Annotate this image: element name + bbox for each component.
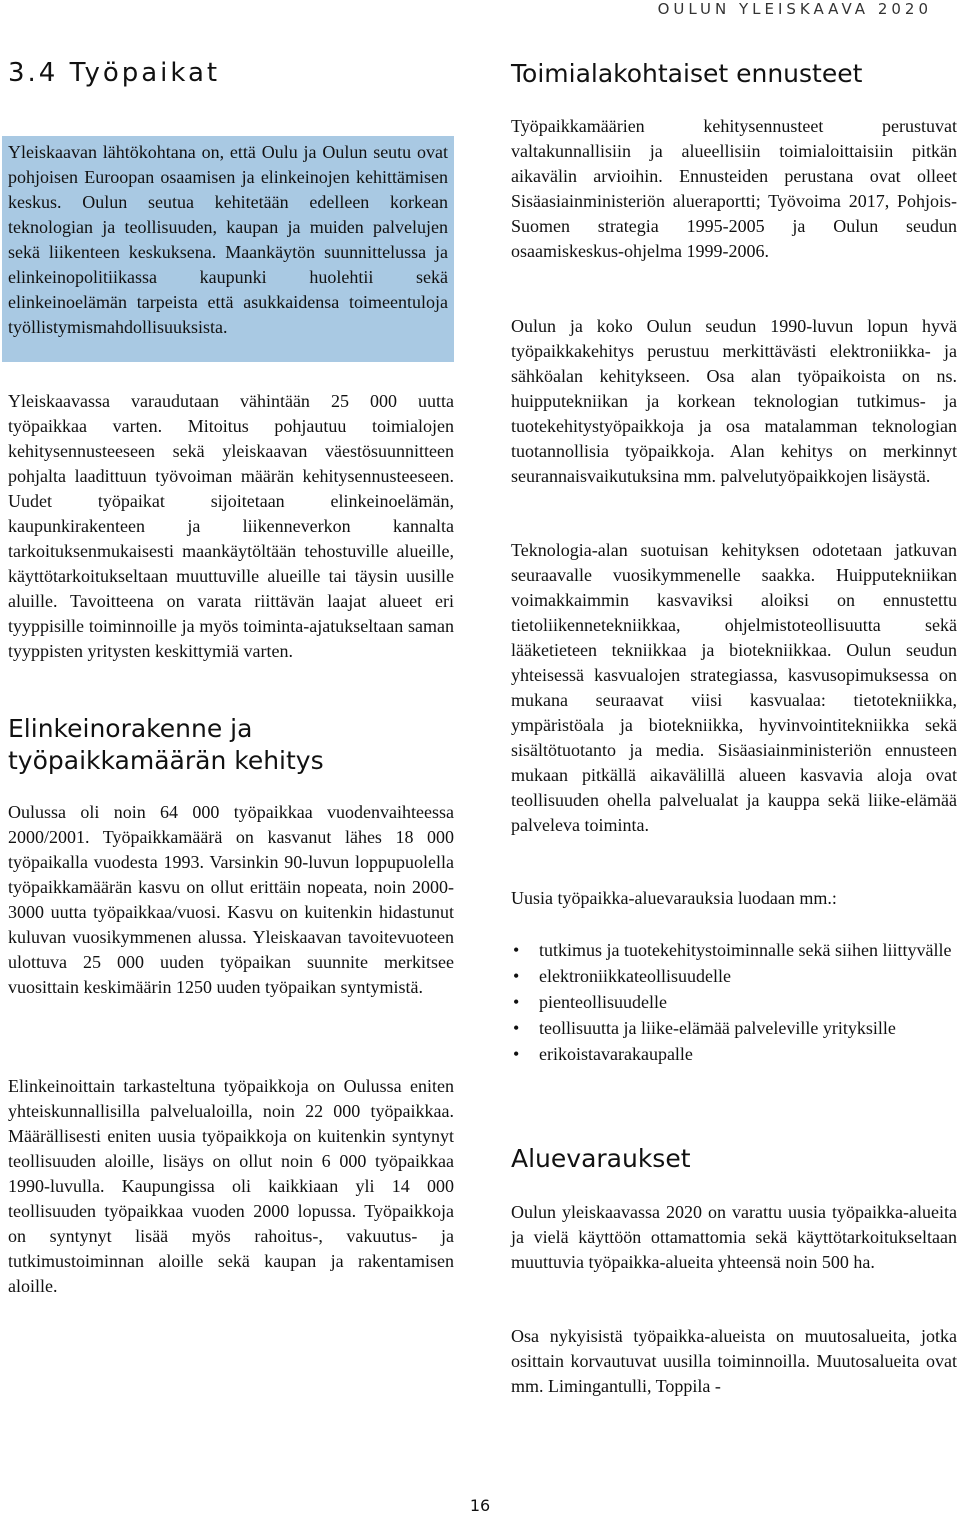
right-paragraph-1: Työpaikkamäärien kehitysennusteet perustuvat valtakunnallisiin ja alueellisiin toimialoittaisiin pitkän aikavälin arvioihin. Ennusteiden perustana ovat olleet Sisäasiainministeriön alueraportti; Työvoima 2017, Pohjois-Suomen strategia 1995-2005 ja Oulun seudun osaamiskeskus-ohjelma 1999-2006. — [511, 116, 957, 261]
list-item: • elektroniikkateollisuudelle — [511, 964, 957, 989]
right-paragraph-6: Osa nykyisistä työpaikka-alueista on muutosalueita, jotka osittain korvautuvat uusilla toiminnoilla. Muutosalueita ovat mm. Limingantulli, Toppila - — [511, 1326, 957, 1396]
left-paragraph-3: Elinkeinoittain tarkasteltuna työpaikkoja on Oulussa eniten yhteiskunnallisilla palvelualoilla, noin 22 000 työpaikkaa. Määrällisesti eniten uusia työpaikkoja on kuitenkin syntynyt teollisuuden aloille, lisäys on ollut noin 6 000 työpaikkaa 1990-luvulla. Kaupungissa oli kaikkiaan yli 14 000 teollisuuden työpaikkaa vuoden 2000 lopussa. Työpaikkoja on syntynyt lisää myös rahoitus-, vakuutus- ja tutkimustoiminnan aloille sekä kaupan ja rakentamisen aloille. — [8, 1076, 454, 1296]
right-paragraph-2: Oulun ja koko Oulun seudun 1990-luvun lopun hyvä työpaikkakehitys perustuu merkittävästi elektroniikka- ja sähköalan kehitykseen. Osa alan työpaikoista on ns. huipputekniikan ja korkean teknologian tutkimus- ja tuotekehitystyöpaikkoja ja osa matalamman teknologian tuotannollisia työpaikkoja. Alan kehitys on merkinnyt seurannaisvaikutuksina mm. palvelutyöpaikkojen lisäystä. — [511, 316, 957, 486]
left-paragraph-2: Oulussa oli noin 64 000 työpaikkaa vuodenvaihteessa 2000/2001. Työpaikkamäärä on kasvanut lähes 18 000 työpaikalla vuodesta 1993. Varsinkin 90-luvun loppupuolella työpaikkamäärän kasvu on ollut erittäin nopeata, noin 2000-3000 uutta työpaikkaa/vuosi. Kasvu on kuitenkin hidastunut kuluvan vuosikymmenen alussa. Yleiskaavan tavoitevuoteen ulottuva 25 000 uuden työpaikan suunnite merkitsee vuosittain keskimäärin 1250 uuden työpaikan syntymistä. — [8, 802, 454, 997]
list-item: • pienteollisuudelle — [511, 990, 957, 1015]
workplace-area-list — [511, 938, 957, 1068]
list-item: • tutkimus ja tuotekehitystoiminnalle sekä siihen liittyvälle — [511, 938, 957, 963]
intro-paragraph: Yleiskaavan lähtökohtana on, että Oulu ja Oulun seutu ovat pohjoisen Euroopan osaamisen ja elinkeinojen kehittämisen keskus. Oulun seutua kehitetään edelleen korkean teknologian ja teollisuuden, kaupan ja muiden palvelujen sekä liikenteen keskuksena. Maankäytön suunnittelussa ja elinkeinopolitiikassa kaupunki huolehtii sekä elinkeinoelämän tarpeista että asukkaidensa toimeentuloja työllistymismahdollisuuksista. — [8, 142, 448, 337]
page-number: 16 — [469, 1496, 491, 1515]
bullet-icon: • — [513, 966, 520, 986]
bullet-icon: • — [513, 992, 520, 1012]
bullet-icon: • — [513, 1018, 520, 1038]
right-heading-toimialakohtaiset: Toimialakohtaiset ennusteet — [511, 59, 863, 88]
right-paragraph-4: Uusia työpaikka-aluevarauksia luodaan mm.: — [511, 888, 837, 908]
right-paragraph-3: Teknologia-alan suotuisan kehityksen odotetaan jatkuvan seuraavalle vuosikymmenelle saakka. Huipputekniikan voimakkaimmin kasvaviksi aloiksi on ennustettu tietoliikennetekniikkaa, ohjelmistoteollisuutta sekä lääketieteen tekniikkaa ja biotekniikkaa. Oulun seudun yhteisessä kasvualojen strategiassa, kasvusopimuksessa on mukana seuraavat viisi kasvualaa: tietotekniikka, ympäristöala ja biotekniikka, hyvinvointitekniikka sekä sisältötuotanto ja media. Sisäasiainministeriön ennusteen mukaan pitkällä aikavälillä alueen kasvavia aloja ovat teollisuuden ohella palvelualat ja kauppa sekä liike-elämää palveleva toiminta. — [511, 540, 957, 835]
running-header: OULUN YLEISKAAVA 2020 — [657, 0, 932, 18]
list-item: • teollisuutta ja liike-elämää palveleville yrityksille — [511, 1016, 957, 1041]
bullet-icon: • — [513, 1044, 520, 1064]
list-item: • erikoistavarakaupalle — [511, 1042, 957, 1067]
left-heading-elinkeinorakenne: Elinkeinorakenne ja työpaikkamäärän kehitys — [8, 714, 324, 775]
right-paragraph-5: Oulun yleiskaavassa 2020 on varattu uusia työpaikka-alueita ja vielä käyttöön ottamattomia sekä käyttötarkoitukseltaan muuttuvia työpaikka-alueita yhteensä noin 500 ha. — [511, 1202, 957, 1272]
right-heading-aluevaraukset: Aluevaraukset — [511, 1144, 691, 1173]
section-title: 3.4 Työpaikat — [8, 58, 221, 88]
bullet-icon: • — [513, 940, 520, 960]
left-paragraph-1: Yleiskaavassa varaudutaan vähintään 25 000 uutta työpaikkaa varten. Mitoitus pohjautuu toimialojen kehitysennusteeseen sekä yleiskaavan väestösuunnitteen pohjalta laadittuun työvoiman määrän kehitysennusteeseen. Uudet työpaikat sijoitetaan elinkeinoelämän, kaupunkirakenteen ja liikenneverkon kannalta tarkoituksenmukaisesti maankäytöltään tehostuville alueille, käyttötarkoitukseltaan muuttuville alueille tai täysin uusille aluille. Tavoitteena on varata riittävän laajat alueet eri tyyppisille toiminnoille ja myös toiminta-ajatukseltaan saman tyyppisten yritysten keskittymiä varten. — [8, 391, 454, 661]
